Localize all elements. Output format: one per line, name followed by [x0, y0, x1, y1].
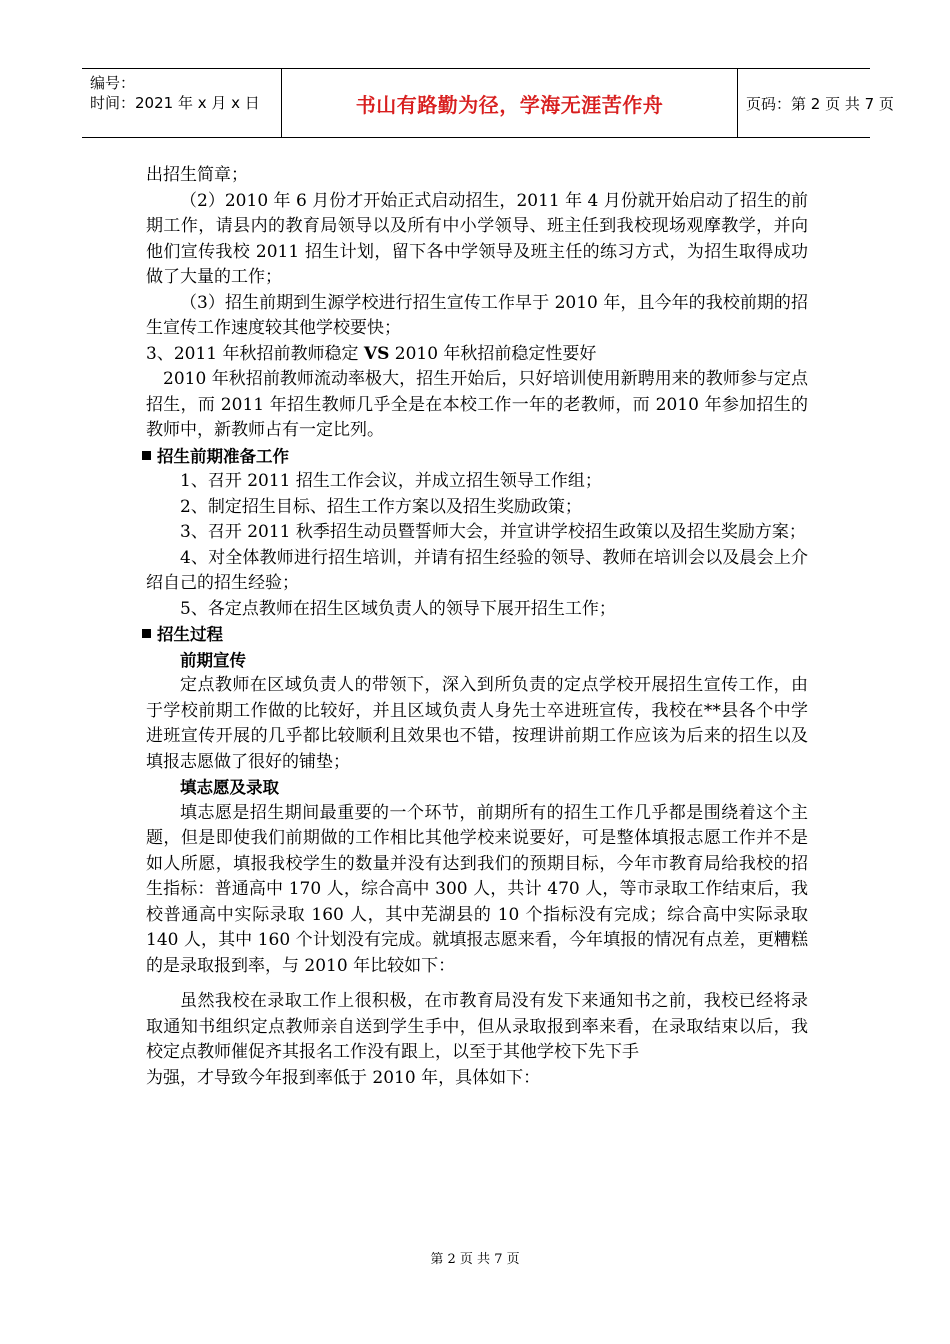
header-table — [82, 68, 894, 138]
motto: 书山有路勤为径，学海无涯苦作舟 — [282, 69, 738, 137]
spacer — [146, 979, 808, 989]
heading-text: 2010 年秋招前稳定性要好 — [389, 343, 597, 364]
vs-text: VS — [363, 343, 390, 364]
page-footer: 第 2 页 共 7 页 — [430, 1252, 520, 1267]
paragraph: 为强，才导致今年报到率低于 2010 年，具体如下： — [146, 1067, 541, 1088]
document-body — [146, 163, 808, 1091]
paragraph: 虽然我校在录取工作上很积极，在市教育局没有发下来通知书之前，我校已经将录取通知书组织定点教师亲自送到学生手中，但从录取报到率来看，在录取结束以后，我校定点教师催促齐其报名工作没有跟上，以至于其他学校下先下手 — [146, 991, 808, 1062]
subsection-heading: 前期宣传 — [180, 650, 246, 670]
paragraph: 出招生简章； — [146, 165, 248, 185]
header-left-cell — [82, 69, 282, 137]
paragraph: （2）2010 年 6 月份才开始正式启动招生，2011 年 4 月份就开始启动了招生的前期工作，请县内的教育局领导以及所有中小学领导、班主任到我校现场观摩教学，并向他们宣传我校 2011 招生计划，留下各中学领导及班主任的练习方式，为招生取得成功做了大量的工作； — [146, 190, 808, 287]
number-label: 编号： — [90, 74, 136, 92]
paragraph: 填志愿是招生期间最重要的一个环节，前期所有的招生工作几乎都是围绕着这个主题，但是即使我们前期做的工作相比其他学校来说要好，可是整体填报志愿工作并不是如人所愿，填报我校学生的数量并没有达到我们的预期目标，今年市教育局给我校的招生指标：普通高中 170 人，综合高中 300 人，共计 470 人，等市录取工作结束后，我校普通高中实际录取 160 人，其中芜湖县的 10 个指标没有完成；综合高中实际录取 140 人，其中 160 个计划没有完成。就填报志愿来看，今年填报的情况有点差，更糟糕的是录取报到率，与 2010 年比较如下： — [146, 802, 808, 976]
paragraph: 2010 年秋招前教师流动率极大，招生开始后，只好培训使用新聘用来的教师参与定点招生，而 2011 年招生教师几乎全是在本校工作一年的老教师，而 2010 年参加招生的教师中，新教师占有一定比列。 — [146, 369, 808, 440]
page-label: 页码：第 2 页 共 7 页 — [746, 94, 894, 113]
list-item: 2、制定招生目标、招生工作方案以及招生奖励政策； — [180, 496, 582, 517]
subsection-heading: 填志愿及录取 — [180, 778, 279, 797]
date-label: 时间：2021 年 x 月 x 日 — [90, 94, 260, 112]
paragraph-heading — [146, 342, 808, 368]
paragraph: 定点教师在区域负责人的带领下，深入到所负责的定点学校开展招生宣传工作，由于学校前期工作做的比较好，并且区域负责人身先士卒进班宣传，我校在**县各个中学进班宣传开展的几乎都比较顺利且效果也不错，按理讲前期工作应该为后来的招生以及填报志愿做了很好的铺垫； — [146, 675, 808, 772]
list-item: 4、对全体教师进行招生培训，并请有招生经验的领导、教师在培训会以及晨会上介绍自己的招生经验； — [146, 547, 808, 593]
square-bullet-icon — [142, 629, 151, 638]
square-bullet-icon — [142, 451, 151, 460]
section-heading — [142, 444, 808, 470]
list-item: 3、召开 2011 秋季招生动员暨誓师大会，并宣讲学校招生政策以及招生奖励方案； — [180, 522, 806, 542]
list-item: 5、各定点教师在招生区域负责人的领导下展开招生工作； — [180, 598, 616, 619]
paragraph: （3）招生前期到生源学校进行招生宣传工作早于 2010 年，且今年的我校前期的招生宣传工作速度较其他学校要快； — [146, 292, 808, 338]
section-title: 招生过程 — [157, 625, 223, 644]
section-title: 招生前期准备工作 — [157, 446, 289, 466]
list-item: 1、召开 2011 招生工作会议，并成立招生领导工作组； — [180, 471, 602, 491]
section-heading — [142, 622, 808, 648]
heading-text: 3、2011 年秋招前教师稳定 — [146, 343, 364, 364]
